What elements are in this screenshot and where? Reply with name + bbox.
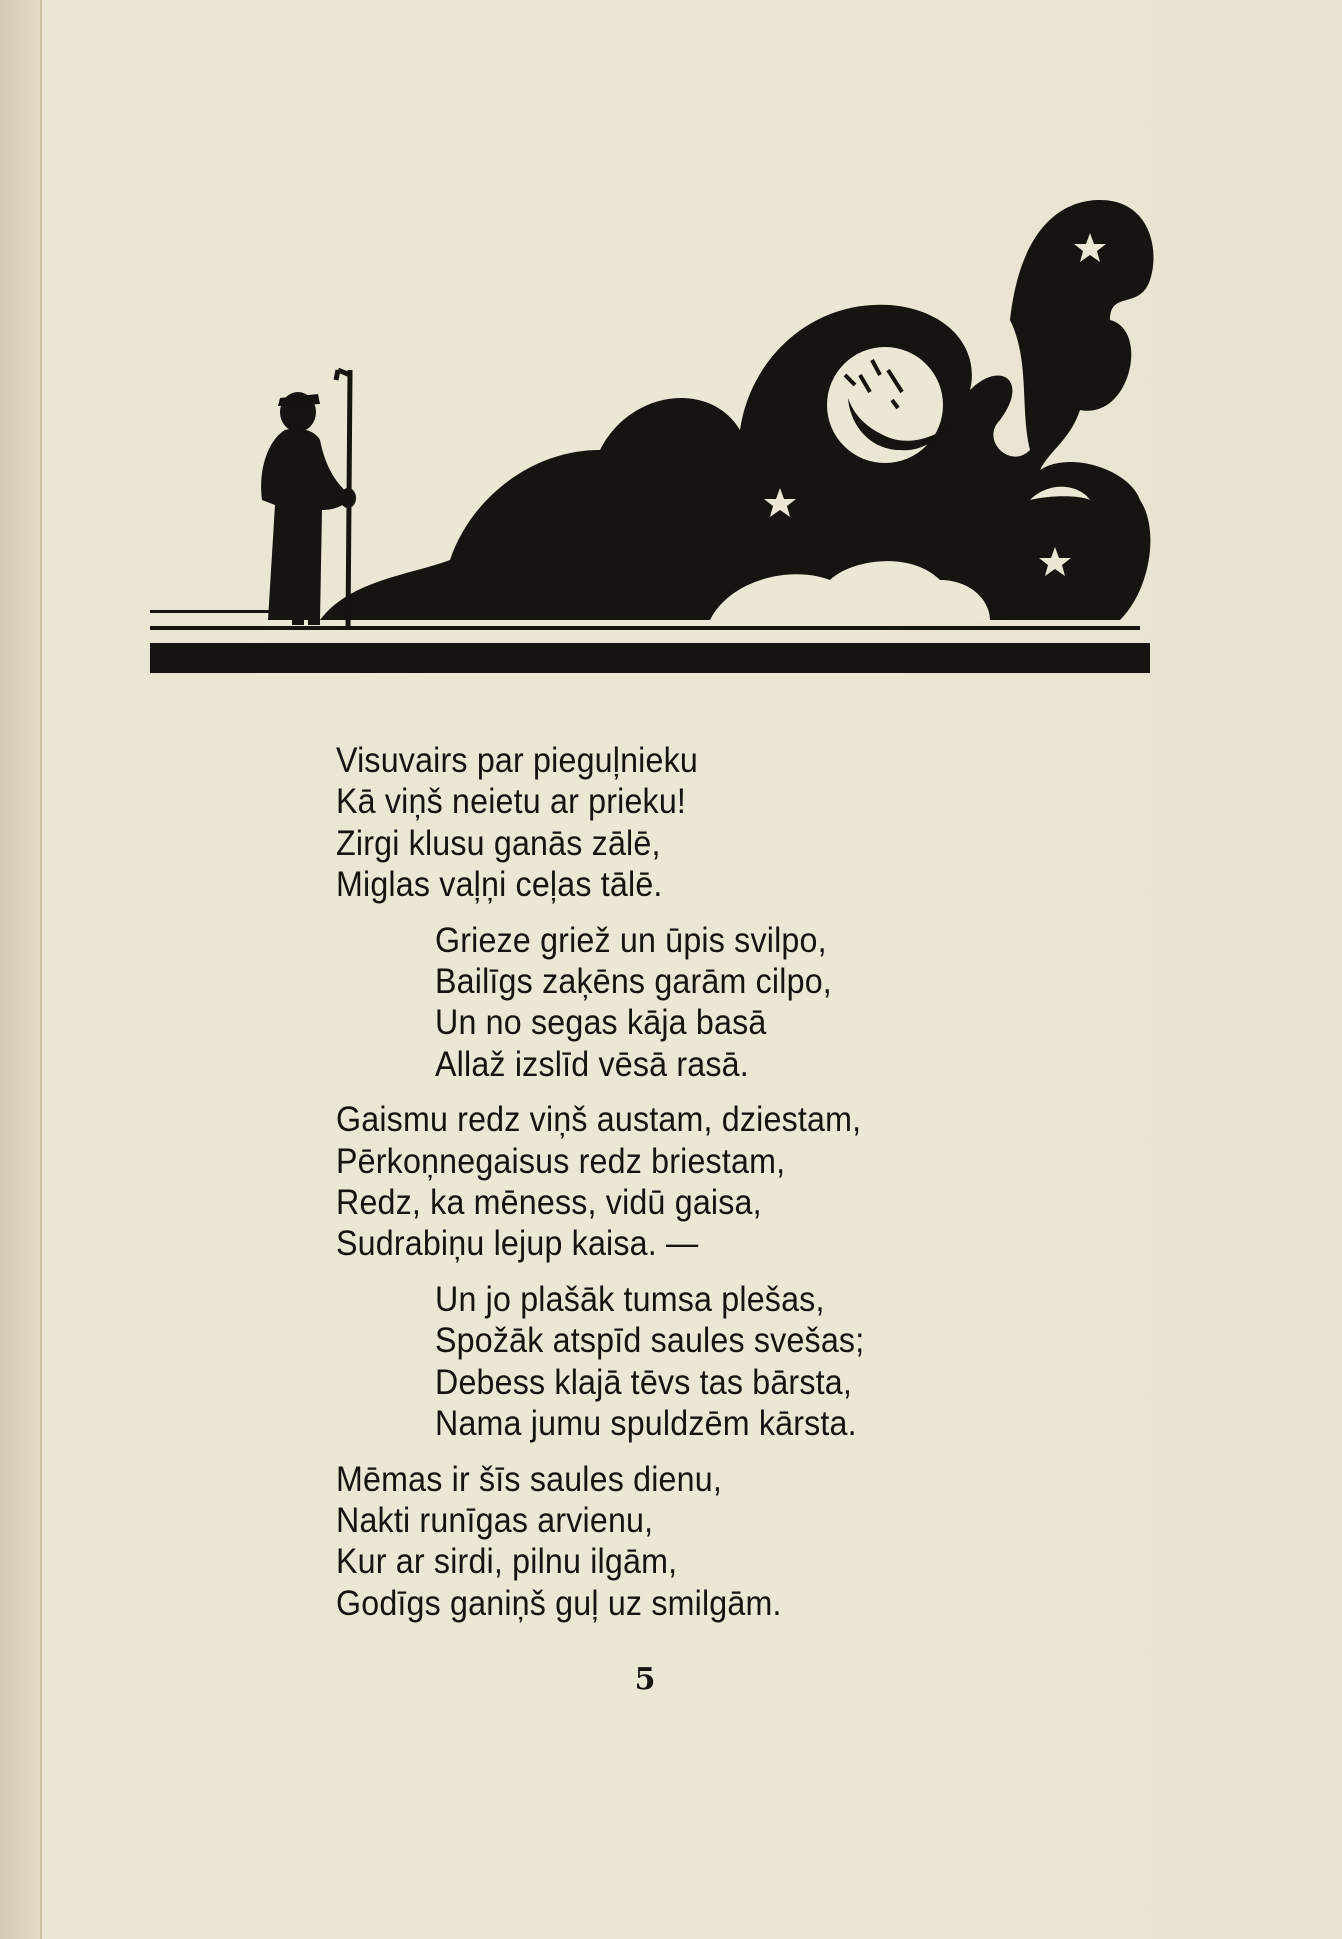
poem-line: Sudrabiņu lejup kaisa. — [336, 1224, 699, 1264]
cloud-silhouette [320, 200, 1153, 620]
poem-line: Debess klajā tēvs tas bārsta, [435, 1362, 852, 1402]
stanza-5 [336, 1459, 1036, 1625]
stanza-1 [336, 740, 1036, 906]
stanza-4 [336, 1279, 1036, 1445]
shepherd-silhouette [261, 392, 356, 625]
poem-line: Kur ar sirdi, pilnu ilgām, [336, 1542, 678, 1582]
poem-line: Allaž izslīd vēsā rasā. [435, 1044, 749, 1084]
gutter-line [40, 0, 42, 1939]
stanza-2 [336, 920, 1036, 1086]
poem-line: Nakti runīgas arvienu, [336, 1500, 654, 1540]
poem-line: Godīgs ganiņš guļ uz smilgām. [336, 1583, 782, 1623]
poem-line: Bailīgs zaķēns garām cilpo, [435, 962, 832, 1002]
page-edge-shadow [0, 0, 40, 1939]
poem-line: Miglas vaļņi ceļas tālē. [336, 865, 663, 905]
poem-line: Gaismu redz viņš austam, dziestam, [336, 1100, 862, 1140]
poem-line: Un no segas kāja basā [435, 1003, 767, 1043]
poem-line: Pērkoņnegaisus redz briestam, [336, 1141, 786, 1181]
silhouette-illustration [150, 180, 1160, 680]
page-number: 5 [634, 1662, 656, 1697]
stanza-3 [336, 1099, 1036, 1265]
poem-line: Mēmas ir šīs saules dienu, [336, 1459, 722, 1499]
poem-line: Kā viņš neietu ar prieku! [336, 782, 687, 822]
poem-line: Nama jumu spuldzēm kārsta. [435, 1404, 857, 1444]
poem-line: Spožāk atspīd saules svešas; [435, 1321, 865, 1361]
poem [336, 740, 1036, 1638]
poem-line: Visuvairs par pieguļnieku [336, 741, 699, 780]
poem-line: Un jo plašāk tumsa plešas, [435, 1279, 825, 1319]
poem-line: Zirgi klusu ganās zālē, [336, 823, 661, 863]
poem-line: Redz, ka mēness, vidū gaisa, [336, 1183, 762, 1223]
poem-line: Grieze griež un ūpis svilpo, [435, 920, 827, 960]
ground-bar [150, 643, 1150, 673]
horizon-line [150, 626, 1140, 630]
